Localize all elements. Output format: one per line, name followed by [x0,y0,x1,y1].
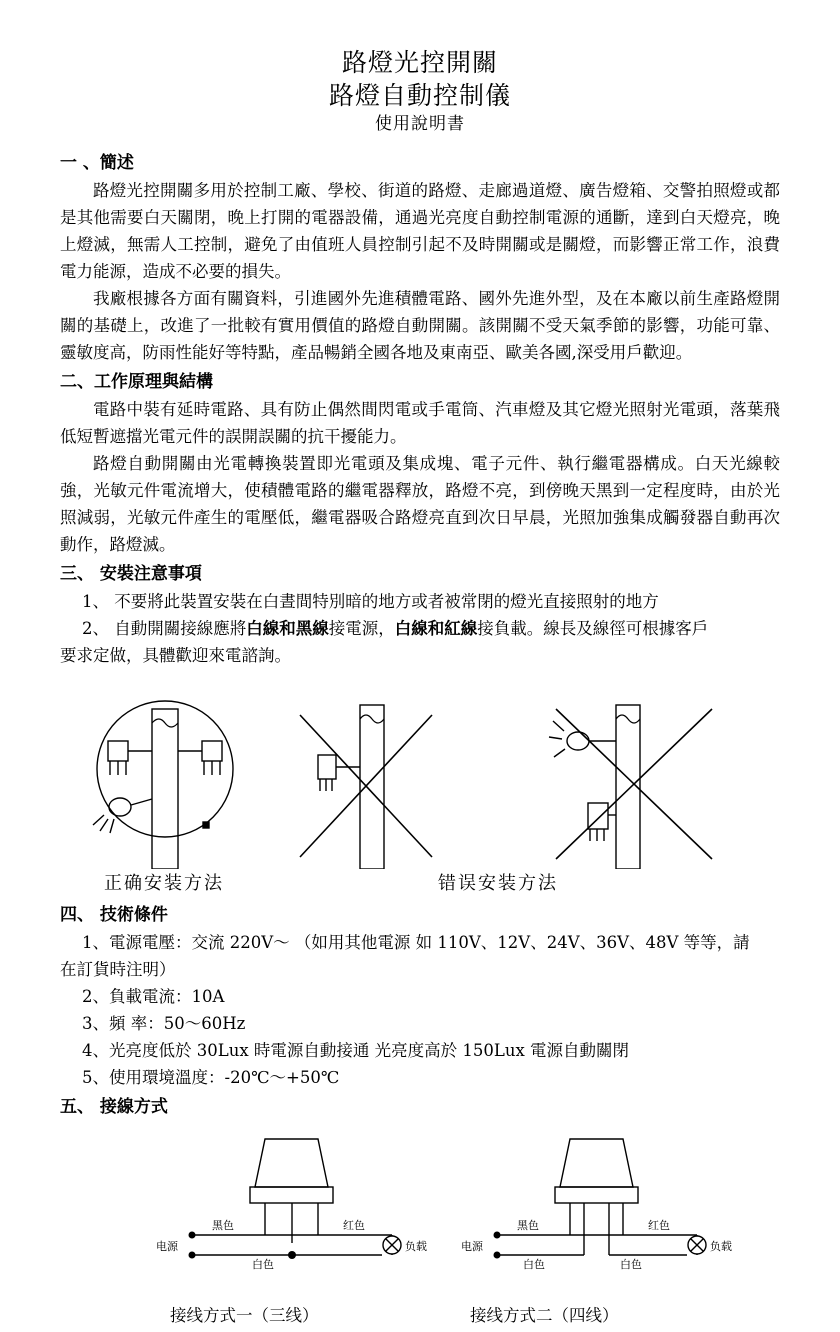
wiring-left-label-white: 白色 [252,1258,274,1271]
section-4-heading: 四、 技術條件 [60,905,168,925]
wiring-left-label-source: 电源 [156,1240,178,1253]
wiring-right-label-black: 黑色 [517,1219,539,1232]
section-4-item-1: 1、電源電壓：交流 220V～ （如用其他電源 如 110V、12V、24V、36V、48V 等等，請 [82,933,750,952]
section-1-paragraph-2: 我廠根據各方面有關資料，引進國外先進積體電路、國外先進外型，及在本廠以前生產路燈開關的基礎上，改進了一批較有實用價值的路燈自動開關。該開關不受天氣季節的影響，功能可靠、靈敏度高，防雨性能好等特點，產品暢銷全國各地及東南亞、歐美各國,深受用戶歡迎。 [60,289,780,362]
section-4-item-3: 3、頻 率：50～60Hz [82,1014,246,1033]
wiring-left-label-black: 黑色 [212,1219,234,1232]
section-4-item-4: 4、光亮度低於 30Lux 時電源自動接通 光亮度高於 150Lux 電源自動關閉 [82,1041,629,1060]
section-2-paragraph-1: 電路中裝有延時電路、具有防止偶然間閃電或手電筒、汽車燈及其它燈光照射光電頭，落葉飛低短暫遮擋光電元件的誤開誤關的抗干擾能力。 [60,400,780,446]
section-3-item-2-part-c: 接電源， [328,619,395,638]
wiring-diagram-graphics [60,1125,780,1300]
section-3-item-2-part-a: 2、 自動開關接線應將 [82,619,247,638]
section-3-heading: 三、 安裝注意事項 [60,564,202,584]
wiring-right-label-source: 电源 [461,1240,483,1253]
document-title-line3: 使用說明書 [375,114,465,134]
document-title-line2: 路燈自動控制儀 [328,81,511,110]
diagram-caption-wrong: 错误安装方法 [438,873,558,894]
diagram-caption-correct: 正确安装方法 [104,873,224,894]
wiring-caption-left: 接线方式一（三线） [170,1306,319,1325]
diagram-captions [60,869,780,899]
section-4-item-5: 5、使用環境溫度：-20℃～+50℃ [82,1068,340,1087]
installation-diagram-graphics [60,679,780,869]
wiring-diagrams [60,1125,780,1300]
section-1-heading: 一 、簡述 [60,153,134,173]
document-title-line1: 路燈光控開關 [341,48,498,77]
section-3-item-2-part-d: 接負載。線長及線徑可根據客戶 [477,619,709,638]
section-3-item-2-continuation: 要求定做，具體歡迎來電諮詢。 [60,646,291,665]
section-2-paragraph-2: 路燈自動開關由光電轉換裝置即光電頭及集成塊、電子元件、執行繼電器構成。白天光線較強，光敏元件電流增大，使積體電路的繼電器釋放，路燈不亮，到傍晚天黑到一定程度時，由於光照減弱，光敏元件產生的電壓低，繼電器吸合路燈亮直到次日早晨，光照加強集成觸發器自動再次動作，路燈滅。 [60,454,780,554]
document-title-block [60,46,780,136]
wiring-right-label-white-1: 白色 [523,1258,545,1271]
section-1-paragraph-1: 路燈光控開關多用於控制工廠、學校、街道的路燈、走廊過道燈、廣告燈箱、交警拍照燈或都是其他需要白天關閉，晚上打開的電器設備，通過光亮度自動控制電源的通斷，達到白天燈亮，晚上燈滅，無需人工控制，避免了由值班人員控制引起不及時開關或是關燈，而影響正常工作，浪費電力能源，造成不必要的損失。 [60,181,780,281]
wiring-captions [60,1302,780,1332]
section-3-item-1: 1、 不要將此裝置安裝在白晝間特別暗的地方或者被常閉的燈光直接照射的地方 [82,592,659,611]
section-5-heading: 五、 接線方式 [60,1097,168,1117]
installation-diagrams [60,679,780,869]
wiring-left-label-red: 红色 [343,1219,365,1232]
wiring-caption-right: 接线方式二（四线） [470,1306,619,1325]
wiring-left-label-load: 负载 [405,1240,427,1253]
section-4-item-2: 2、負載電流：10A [82,987,225,1006]
wiring-right-label-load: 负载 [710,1240,732,1253]
wiring-right-label-white-2: 白色 [620,1258,642,1271]
section-2-heading: 二、工作原理與結構 [60,372,213,392]
section-4-item-1-continuation: 在訂貨時注明） [60,960,176,979]
section-3-item-2-bold-1: 白線和黑線 [246,619,329,638]
section-3-item-2 [60,615,780,642]
wiring-right-label-red: 红色 [648,1219,670,1232]
section-3-item-2-bold-2: 白線和紅線 [394,619,478,638]
